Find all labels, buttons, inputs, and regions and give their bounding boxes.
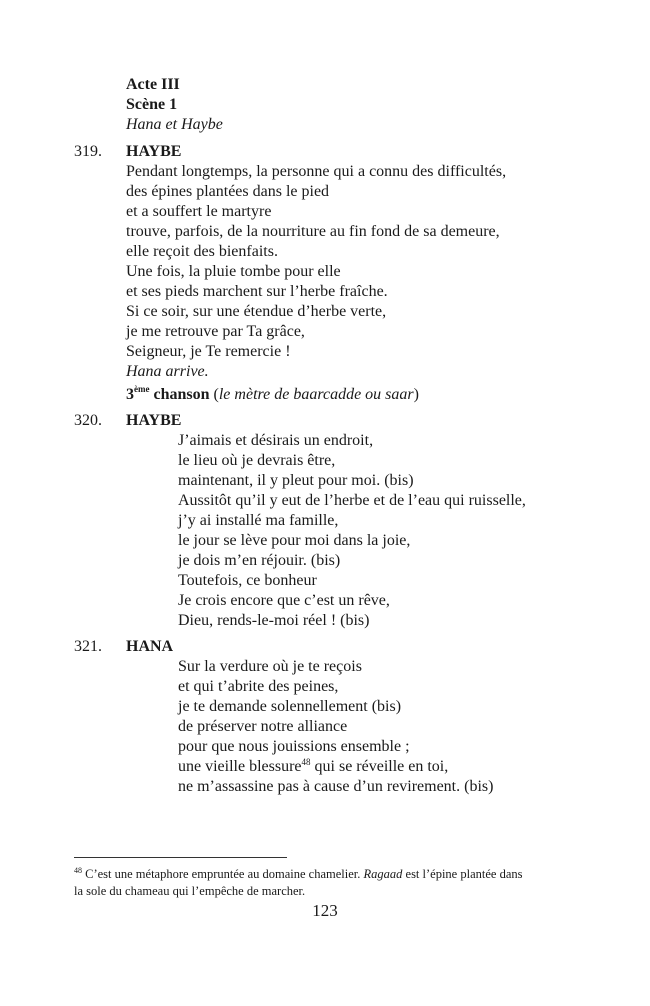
verse-line: elle reçoit des bienfaits. — [126, 243, 278, 260]
footnote-line: la sole du chameau qui l’empêche de marcher. — [74, 884, 306, 898]
verse-line: le jour se lève pour moi dans la joie, — [178, 532, 411, 549]
verse-line: pour que nous jouissions ensemble ; — [178, 738, 410, 755]
scene-heading: Scène 1 — [126, 96, 178, 113]
song-word: chanson — [153, 386, 210, 403]
verse-line: maintenant, il y pleut pour moi. (bis) — [178, 472, 414, 489]
verse-number: 319. — [74, 143, 102, 160]
verse-line: je me retrouve par Ta grâce, — [126, 323, 305, 340]
verse-line: Une fois, la pluie tombe pour elle — [126, 263, 341, 280]
verse-line: J’aimais et désirais un endroit, — [178, 432, 374, 449]
verse-line: Pendant longtemps, la personne qui a connu des difficultés, — [126, 163, 507, 180]
verse-line: j’y ai installé ma famille, — [178, 512, 339, 529]
stage-direction: Hana arrive. — [126, 363, 209, 380]
verse-line: je te demande solennellement (bis) — [178, 698, 402, 715]
verse-number: 321. — [74, 638, 102, 655]
verse-line: et a souffert le martyre — [126, 203, 272, 220]
verse-line: et qui t’abrite des peines, — [178, 678, 339, 695]
speaker-name: HANA — [126, 638, 174, 655]
footnote-marker: 48 — [74, 866, 82, 875]
verse-line: Je crois encore que c’est un rêve, — [178, 592, 390, 609]
verse-line: Seigneur, je Te remercie ! — [126, 343, 291, 360]
footnote-separator — [74, 857, 287, 858]
footnote-text: C’est une métaphore empruntée au domaine chamelier. — [82, 867, 364, 881]
verse-line: je dois m’en réjouir. (bis) — [178, 552, 341, 569]
verse-line: ne m’assassine pas à cause d’un revirement. (bis) — [178, 778, 494, 795]
song-paren-close: ) — [413, 386, 419, 403]
song-paren-open: ( — [209, 386, 219, 403]
verse-line: trouve, parfois, de la nourriture au fin fond de sa demeure, — [126, 223, 500, 240]
song-heading — [126, 385, 419, 405]
speaker-name: HAYBE — [126, 412, 182, 429]
verse-line: et ses pieds marchent sur l’herbe fraîche. — [126, 283, 388, 300]
verse-line: Dieu, rends-le-moi réel ! (bis) — [178, 612, 370, 629]
footnote-term: Ragaad — [363, 867, 403, 881]
song-meter: le mètre de baarcadde ou saar — [218, 386, 414, 403]
footnote-text: est l’épine plantée dans — [402, 867, 523, 881]
verse-line: Aussitôt qu’il y eut de l’herbe et de l’eau qui ruisselle, — [178, 492, 526, 509]
verse-line: Toutefois, ce bonheur — [178, 572, 317, 589]
verse-line — [178, 757, 448, 777]
verse-line: Sur la verdure où je te reçois — [178, 658, 362, 675]
verse-line: des épines plantées dans le pied — [126, 183, 330, 200]
act-heading: Acte III — [126, 76, 180, 93]
verse-line: le lieu où je devrais être, — [178, 452, 336, 469]
verse-number: 320. — [74, 412, 102, 429]
song-number: 3 — [126, 386, 134, 403]
verse-line: de préserver notre alliance — [178, 718, 348, 735]
verse-line-text: qui se réveille en toi, — [310, 758, 449, 775]
song-ordinal-suffix: ème — [134, 384, 150, 394]
verse-line-text: une vieille blessure — [178, 758, 302, 775]
verse-line: Si ce soir, sur une étendue d’herbe verte, — [126, 303, 387, 320]
scene-characters: Hana et Haybe — [126, 116, 223, 133]
footnote — [74, 866, 584, 883]
page-number: 123 — [312, 901, 338, 920]
speaker-name: HAYBE — [126, 143, 182, 160]
footnote-reference: 48 — [301, 757, 311, 767]
